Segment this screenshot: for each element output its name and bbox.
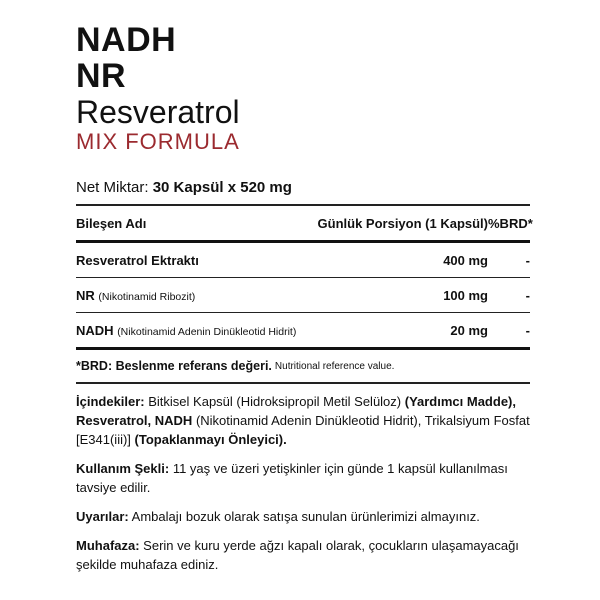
title-nadh: NADH [76,21,177,59]
footnote-bold: *BRD: Beslenme referans değeri. [76,359,272,373]
warnings-paragraph [76,507,530,526]
storage-paragraph [76,536,530,574]
label-panel [76,21,533,574]
title-resveratrol: Resveratrol [76,94,240,130]
ingredients-label: İçindekiler: [76,394,145,409]
ingredient-detail: (Nikotinamid Adenin Dinükleotid Hidrit) [117,325,297,338]
warnings-label: Uyarılar: [76,509,129,524]
ingredient-amount: 400 mg [443,252,488,268]
storage-text: Serin ve kuru yerde ağzı kapalı olarak, çocukların ulaşamayacağı şekilde muhafaza ediniz. [76,538,519,572]
usage-label: Kullanım Şekli: [76,461,170,476]
storage-label: Muhafaza: [76,538,140,553]
ingredient-detail: (Nikotinamid Ribozit) [98,290,196,303]
subtitle-mix-formula: MIX FORMULA [76,129,240,154]
net-quantity [76,178,530,198]
ingredient-amount: 100 mg [443,287,488,303]
header-daily-portion: Günlük Porsiyon (1 Kapsül) [317,215,488,231]
table-row [76,243,530,277]
ingredient-name: NADH [76,322,114,338]
net-quantity-value: 30 Kapsül x 520 mg [152,179,292,196]
net-quantity-label: Net Miktar: [76,179,149,196]
ingredients-bold: (Yardımcı Madde), [404,394,516,409]
table-header [76,206,533,240]
ingredients-paragraph [76,392,530,449]
header-ingredient-name: Bileşen Adı [76,215,147,231]
usage-text: 11 yaş ve üzeri yetişkinler için günde 1 kapsül kullanılması tavsiye edilir. [76,461,508,495]
table-row [76,278,530,312]
title-nr: NR [76,57,127,95]
usage-paragraph [76,459,530,497]
header-brd: %BRD* [488,215,533,231]
ingredient-brd: - [525,287,530,303]
warnings-text: Ambalajı bozuk olarak satışa sunulan ürünlerimizi almayınız. [128,509,480,524]
ingredient-amount: 20 mg [450,322,488,338]
ingredients-bold: (Topaklanmayı Önleyici). [134,432,287,447]
table-row [76,313,530,347]
divider [76,382,530,384]
ingredient-brd: - [525,252,530,268]
ingredient-brd: - [525,322,530,338]
footnote-english: Nutritional reference value. [274,360,395,372]
ingredients-text: Bitkisel Kapsül (Hidroksipropil Metil Selüloz) [144,394,405,409]
ingredient-name: NR [76,287,95,303]
ingredients-text: (Nikotinamid Adenin Dinükleotid Hidrit), Trikalsiyum Fosfat [E341(iii)] [76,413,530,447]
ingredient-name: Resveratrol Ektraktı [76,252,199,268]
ingredients-bold: Resveratrol, NADH [76,413,193,428]
brd-footnote [76,350,530,382]
